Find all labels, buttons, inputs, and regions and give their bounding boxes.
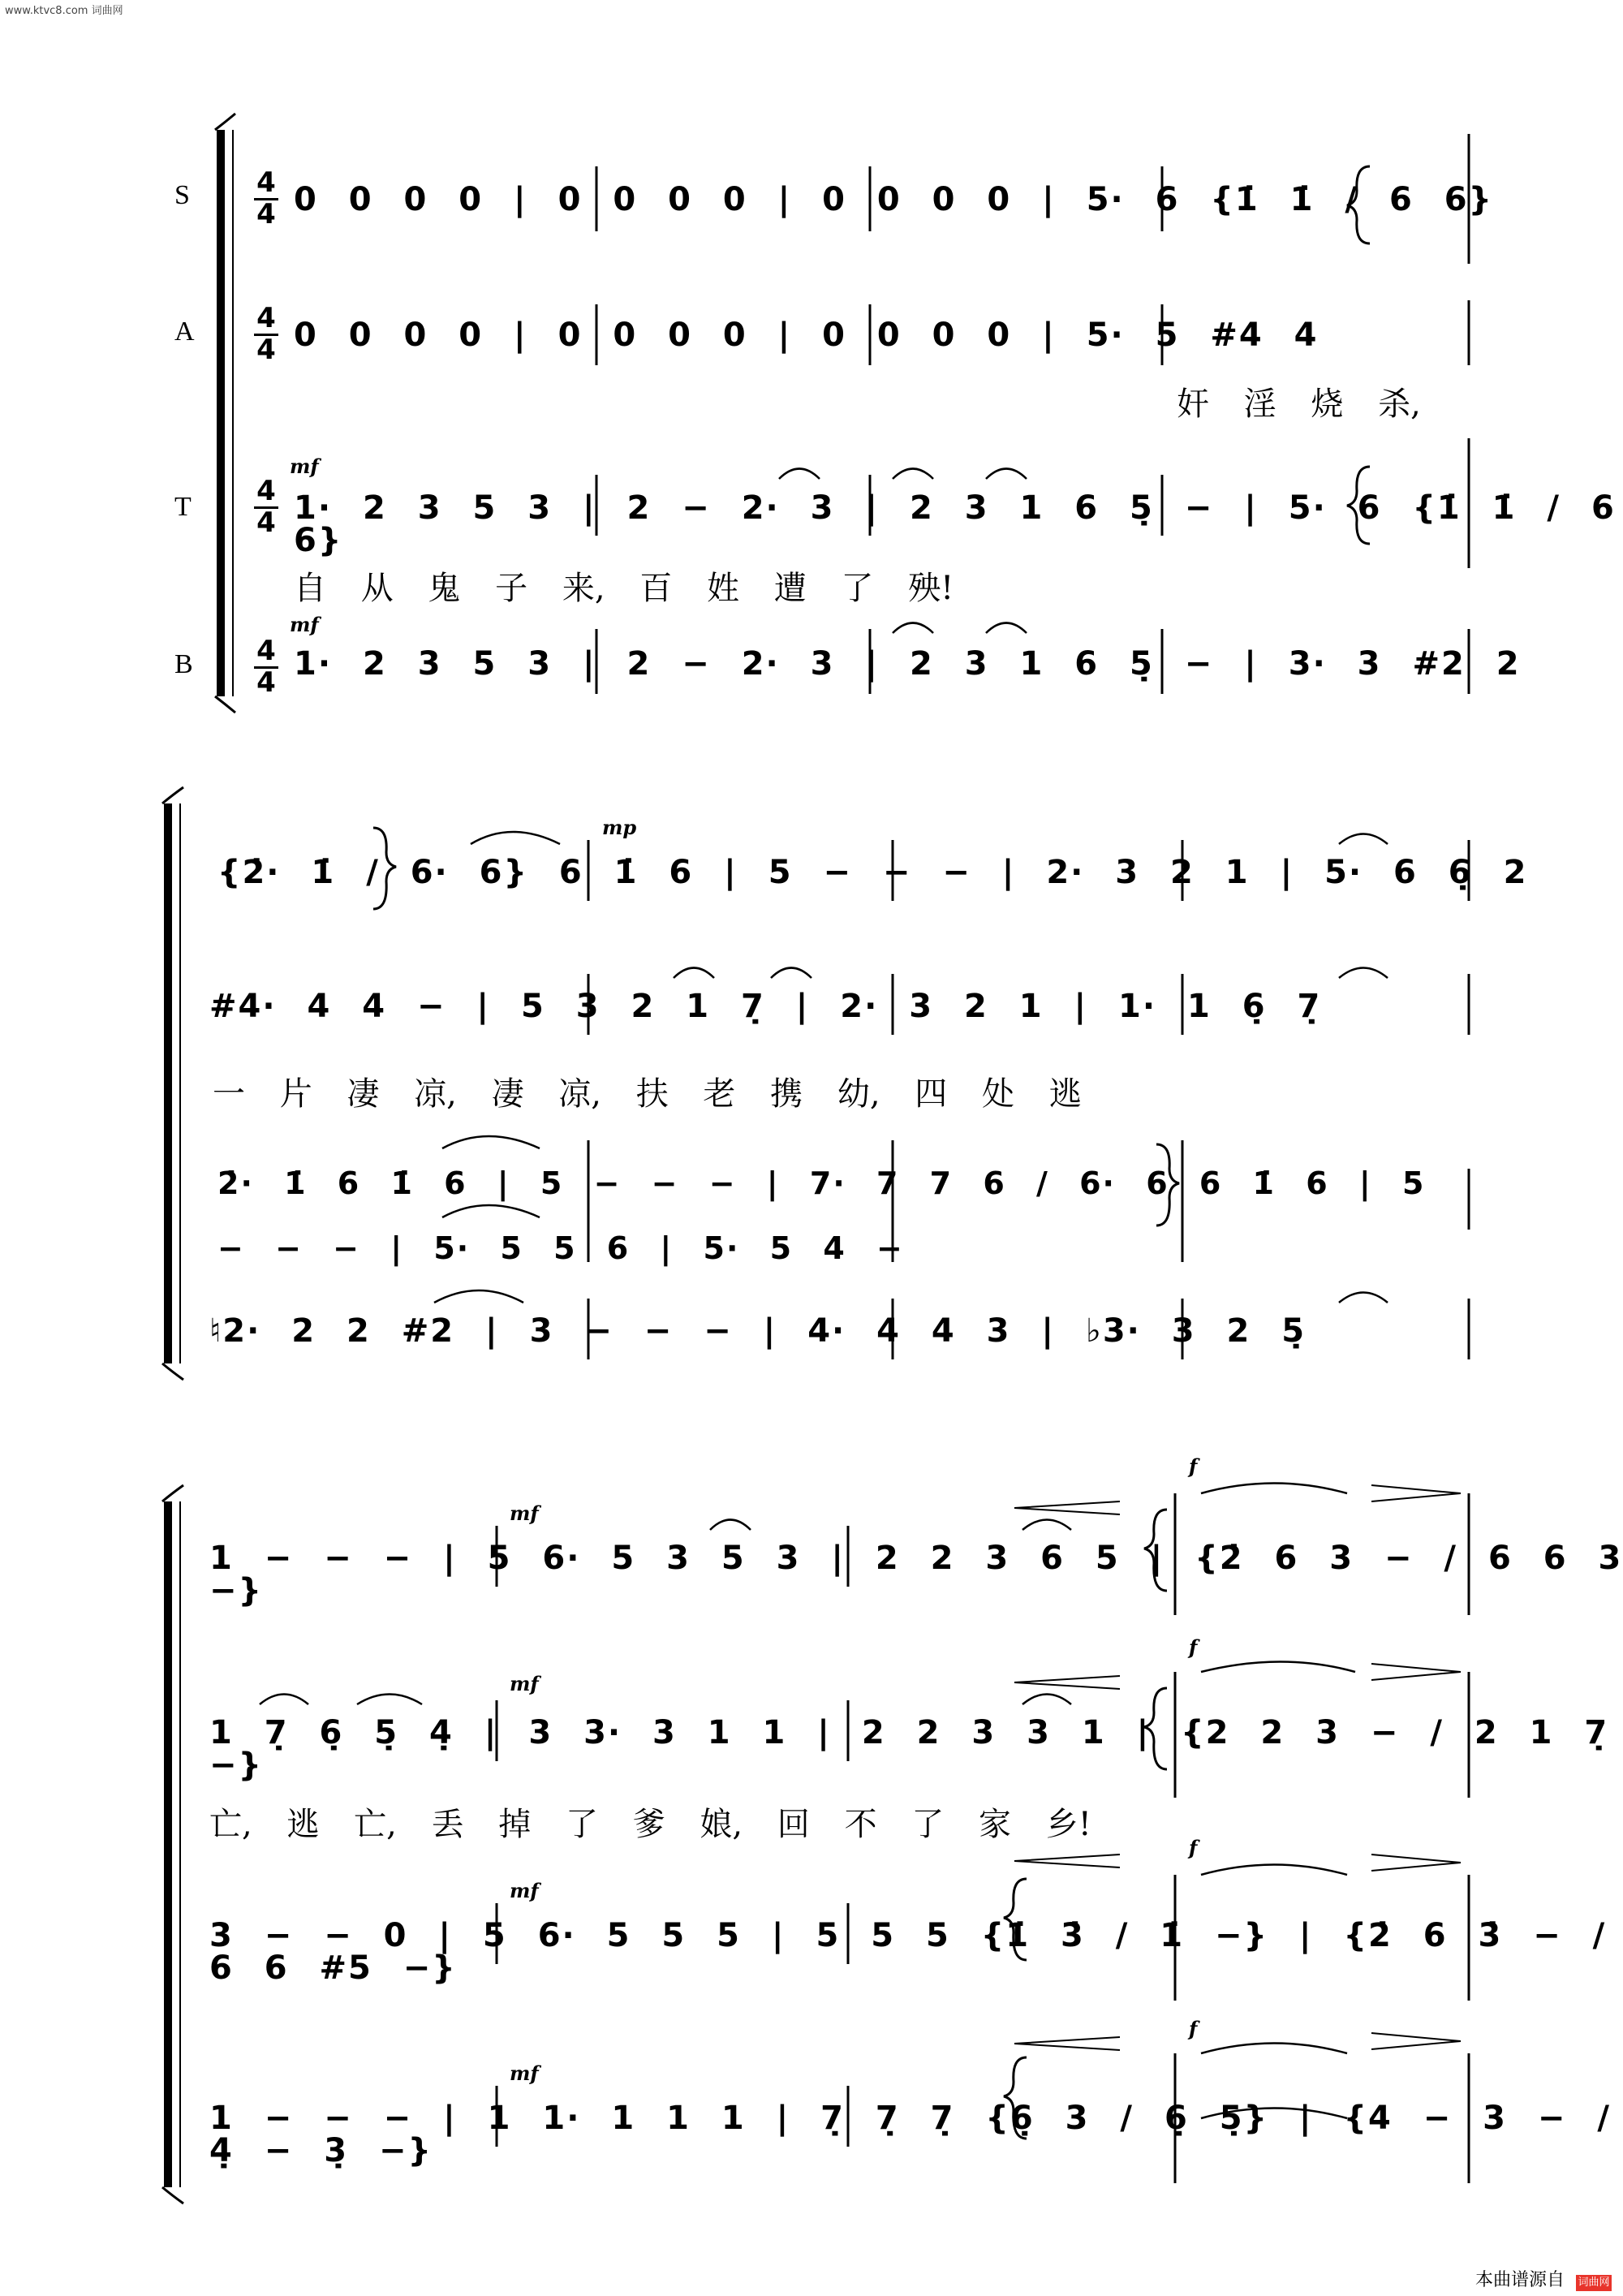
system2-alto-row: #4· 4 4 − | 5 3 2 1 7̣ | 2· 3 2 1 | 1· 1 6̣ 7̣ [209,988,1322,1025]
dynamic-mf-tenor: mf [290,454,319,478]
time-signature-b-top: 4 [256,635,276,667]
dynamic-mf-bass: mf [290,613,319,636]
system2-tenor-row: 2̇· 1̇ 6 1̇ 6 | 5 − − − | 7· 7 7 6 / 6· 6 6 1̇ 6 | 5 − − − | 5· 5 5 6 | 5· 5 4 − [217,1165,1426,1266]
time-signature-t-top: 4 [256,475,276,507]
dynamic-mf-a3: mf [510,1672,539,1695]
system2-bass-row: ♮2· 2 2 #2 | 3 − − − | 4· 4 4 3 | ♭3· 3 2 5̣ [209,1312,1307,1350]
system3-soprano-row: 1 − − − | 5 6· 5 3 5 3 | 2 2 3 6 5 | {2̇ 6 3 − / 6 6 3 −} [209,1540,1623,1609]
voice-label-soprano: S [174,180,190,210]
dynamic-mf-s3: mf [510,1501,539,1525]
time-signature-a-bottom: 4 [254,334,278,364]
dynamic-mf-b3: mf [510,2061,539,2085]
system2-soprano-row: {2̇· 1̇ / 6· 6} 6 1̇ 6 | 5 − − − | 2· 3 2 1 | 5· 6 6̣ 2 [217,854,1528,891]
system1-alto-row: 0 0 0 0 | 0 0 0 0 | 0 0 0 0 | 5· 5 #4 4 [294,317,1319,354]
system3-alto-row: 1 7̣ 6̣ 5̣ 4̣ | 3 3· 3 1 1 | 2 2 3 3 1 | {2 2 3 − / 2 1 7̣ −} [209,1714,1609,1784]
system1-alto-lyric: 奸 淫 烧 杀, [1177,386,1421,423]
voice-label-tenor: T [174,492,192,522]
footer-source-text: 本曲谱源自 [1474,2270,1565,2290]
system3-bass-row: 1 − − − | 1 1· 1 1 1 | 7̣ 7̣ 7̣ {6̣ 3 / 6̣ 5̣} | {4 − 3 − / 4̣ − 3̣ −} [209,2100,1611,2169]
system3-alto-lyric: 亡, 逃 亡, 丢 掉 了 爹 娘, 回 不 了 家 乡! [209,1806,1091,1843]
time-signature-s-bottom: 4 [254,198,278,228]
time-signature-a-top: 4 [256,302,276,334]
dynamic-mf-t3: mf [510,1879,539,1902]
system1-tenor-row: 1· 2 3 5 3 | 2 − 2· 3 | 2 3 1 6 5̣ − | 5· 6 {1̇ 1̇ / 6 6} [294,489,1616,559]
dynamic-f-b3: f [1189,2017,1198,2040]
time-signature-t-bottom: 4 [254,506,278,536]
voice-label-alto: A [174,317,195,347]
dynamic-f-a3: f [1189,1635,1198,1659]
dynamic-f-t3: f [1189,1836,1198,1859]
system1-soprano-row: 0 0 0 0 | 0 0 0 0 | 0 0 0 0 | 5· 6 {1̇ 1̇ / 6 6} [294,181,1494,218]
time-signature-b-bottom: 4 [254,666,278,696]
system3-tenor-row: 3 − − 0 | 5 6· 5 5 5 | 5 5 5 {1̇ 3̇ / 1̇ −} | {2̇ 6 3̇ − / 6 6 #5 −} [209,1917,1607,1987]
site-header: www.ktvc8.com 词曲网 [5,5,123,17]
voice-label-bass: B [174,649,193,679]
footer-logo[interactable]: 词曲网 [1576,2275,1612,2291]
system1-tenor-lyric: 自 从 鬼 子 来, 百 姓 遭 了 殃! [294,570,954,607]
dynamic-mp: mp [602,816,637,839]
dynamic-f-s3: f [1189,1454,1198,1478]
system2-alto-lyric: 一 片 凄 凉, 凄 凉, 扶 老 携 幼, 四 处 逃 [213,1075,1082,1113]
system1-bass-row: 1· 2 3 5 3 | 2 − 2· 3 | 2 3 1 6 5̣ − | 3· 3 #2 2 [294,645,1521,683]
time-signature-s-top: 4 [256,166,276,199]
